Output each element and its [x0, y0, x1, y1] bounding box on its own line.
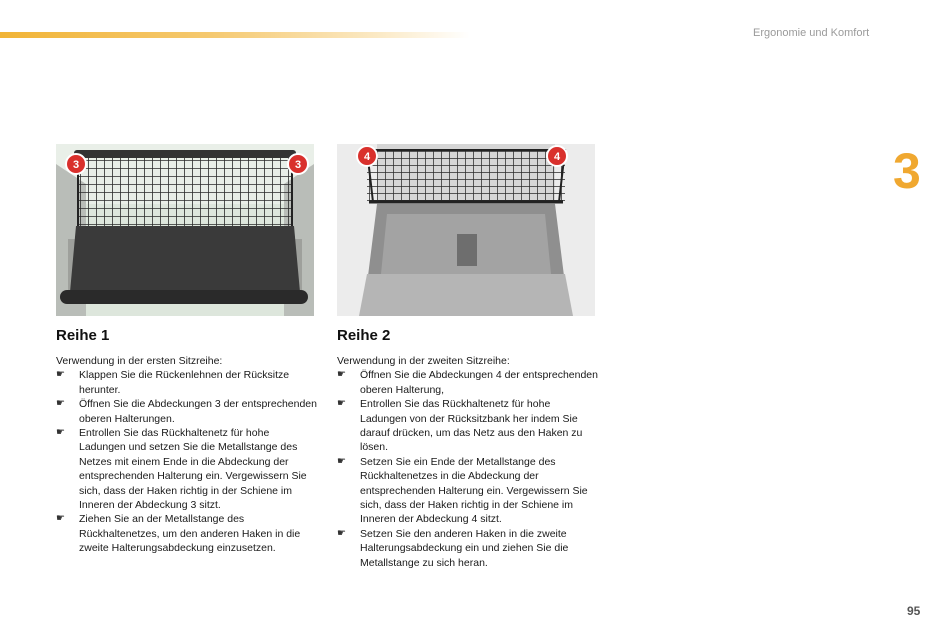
step-text: Öffnen Sie die Abdeckungen 4 der entsprechenden oberen Halterung, — [360, 369, 598, 396]
instruction-list — [56, 368, 318, 555]
marker-label: 3 — [72, 159, 80, 171]
intro-text: Verwendung in der ersten Sitzreihe: — [56, 355, 223, 367]
list-item — [337, 368, 599, 397]
heading-row-1: Reihe 1 — [56, 327, 110, 344]
hand-pointing-icon: ☛ — [56, 369, 65, 381]
hand-pointing-icon: ☛ — [337, 398, 346, 410]
marker-right — [288, 154, 308, 174]
list-item — [337, 397, 599, 455]
marker-left — [66, 154, 86, 174]
marker-right — [547, 146, 567, 166]
marker-label: 4 — [363, 151, 371, 163]
hand-pointing-icon: ☛ — [56, 427, 65, 439]
marker-left — [357, 146, 377, 166]
step-text: Setzen Sie den anderen Haken in die zweite Halterungsabdeckung ein und ziehen Sie die Metallstange zu sich heran. — [360, 527, 569, 569]
step-text: Ziehen Sie an der Metallstange des Rückhaltenetzes, um den anderen Haken in die zweite Halterungsabdeckung einzusetzen. — [79, 513, 301, 555]
step-text: Entrollen Sie das Rückhaltenetz für hohe Ladungen von der Rücksitzbank her indem Sie darauf drücken, um das Netz aus den Haken zu lösen. — [360, 398, 583, 454]
hand-pointing-icon: ☛ — [337, 369, 346, 381]
instruction-list — [337, 368, 599, 570]
list-item — [56, 512, 318, 555]
section-title: Ergonomie und Komfort — [753, 27, 870, 39]
heading-row-2: Reihe 2 — [337, 327, 391, 344]
step-text: Öffnen Sie die Abdeckungen 3 der entsprechenden oberen Halterungen. — [79, 398, 317, 425]
list-item — [56, 426, 318, 512]
list-item — [56, 368, 318, 397]
list-item — [337, 455, 599, 527]
hand-pointing-icon: ☛ — [337, 455, 346, 467]
column-row-2 — [337, 327, 599, 570]
list-item — [56, 397, 318, 426]
marker-label: 4 — [553, 151, 561, 163]
hand-pointing-icon: ☛ — [56, 398, 65, 410]
step-text: Setzen Sie ein Ende der Metallstange des Rückhaltenetzes in die Abdeckung der entsprechenden Halterung ein. Vergewissern Sie sich, dass der Haken richtig in der Schiene im Inneren der Abdeckung 4 sitzt. — [360, 455, 588, 526]
page-number: 95 — [907, 604, 921, 618]
hand-pointing-icon: ☛ — [56, 513, 65, 525]
chapter-number: 3 — [893, 143, 921, 199]
intro-text: Verwendung in der zweiten Sitzreihe: — [337, 355, 510, 367]
column-row-1 — [56, 327, 318, 556]
marker-label: 3 — [294, 159, 302, 171]
step-text: Entrollen Sie das Rückhaltenetz für hohe Ladungen und setzen Sie die Metallstange des Netzes mit einem Ende in die Abdeckung der entsprechenden Halterung ein. Vergewissern Sie sich, dass der Haken richtig in der Schiene im Inneren der Abdeckung 3 sitzt. — [79, 427, 307, 512]
step-text: Klappen Sie die Rückenlehnen der Rücksitze herunter. — [79, 369, 290, 396]
photo-row-2 — [337, 144, 595, 316]
hand-pointing-icon: ☛ — [337, 527, 346, 539]
accent-bar — [0, 32, 470, 38]
photo-row-1 — [56, 144, 314, 316]
list-item — [337, 527, 599, 570]
